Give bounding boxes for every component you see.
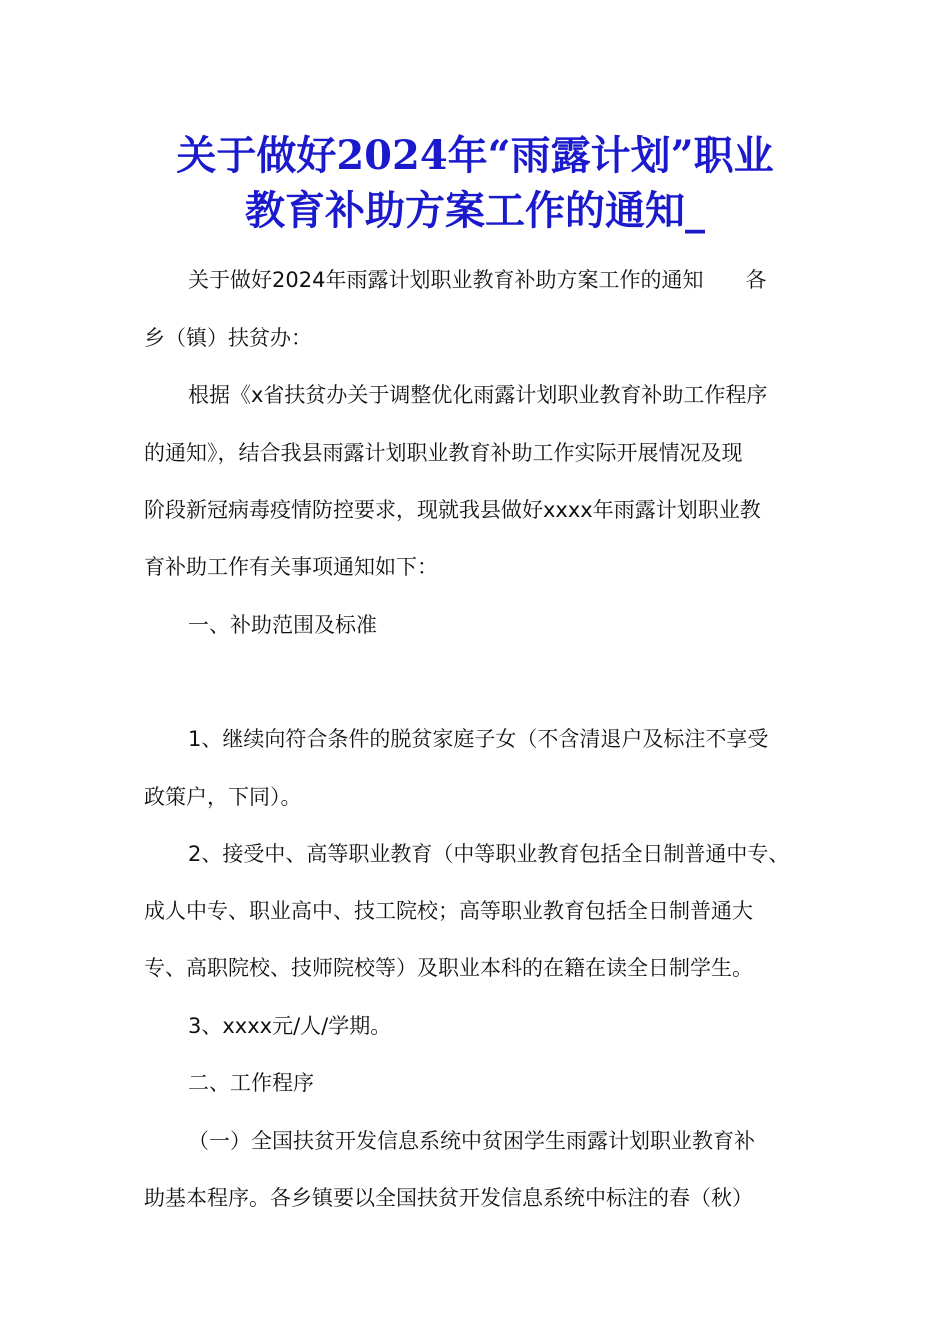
document-title-line-1: 关于做好2024年“雨露计划”职业 — [176, 132, 774, 179]
paragraph-line: 2、接受中、高等职业教育（中等职业教育包括全日制普通中专、 — [188, 842, 790, 866]
paragraph-line: 助基本程序。各乡镇要以全国扶贫开发信息系统中标注的春（秋） — [144, 1186, 753, 1210]
paragraph-line: 关于做好2024年雨露计划职业教育补助方案工作的通知 各 — [188, 268, 767, 292]
paragraph-line: 根据《x省扶贫办关于调整优化雨露计划职业教育补助工作程序 — [188, 383, 768, 407]
paragraph-line: 1、继续向符合条件的脱贫家庭子女（不含清退户及标注不享受 — [188, 727, 769, 751]
paragraph-line: 的通知》，结合我县雨露计划职业教育补助工作实际开展情况及现 — [144, 441, 743, 465]
paragraph-line: 乡（镇）扶贫办： — [144, 326, 312, 350]
document-title-line-2: 教育补助方案工作的通知_ — [245, 187, 705, 234]
paragraph-line: 成人中专、职业高中、技工院校；高等职业教育包括全日制普通大 — [144, 899, 753, 923]
section-heading: 二、工作程序 — [188, 1071, 314, 1095]
paragraph-line: 专、高职院校、技师院校等）及职业本科的在籍在读全日制学生。 — [144, 956, 753, 980]
paragraph-line: 育补助工作有关事项通知如下： — [144, 555, 438, 579]
paragraph-line: 3、xxxx元/人/学期。 — [188, 1014, 392, 1038]
paragraph-line: （一）全国扶贫开发信息系统中贫困学生雨露计划职业教育补 — [188, 1129, 755, 1153]
paragraph-line: 政策户，下同）。 — [144, 785, 302, 809]
section-heading: 一、补助范围及标准 — [188, 613, 377, 637]
paragraph-line: 阶段新冠病毒疫情防控要求，现就我县做好xxxx年雨露计划职业教 — [144, 498, 761, 522]
